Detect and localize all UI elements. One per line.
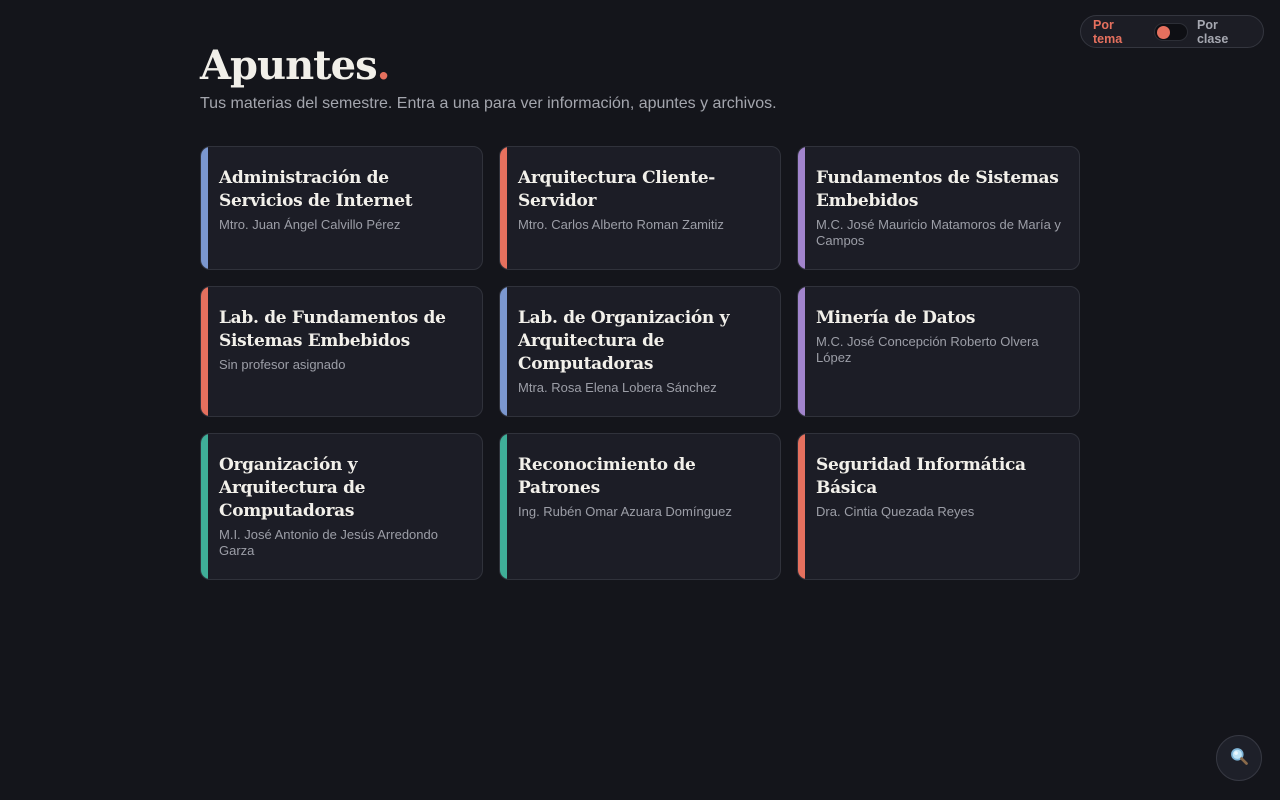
subject-card[interactable] [797,433,1080,580]
subject-teacher: Sin profesor asignado [219,357,346,372]
subject-card[interactable] [200,286,483,417]
card-accent [798,434,805,579]
subject-name: Organización y Arquitectura de Computadoras [219,455,366,521]
toggle-knob [1157,26,1170,39]
toggle-option-by-class[interactable]: Por clase [1196,17,1229,46]
card-accent [500,287,507,416]
subject-teacher: Dra. Cintia Quezada Reyes [816,504,975,519]
subject-card[interactable] [499,146,781,270]
subject-teacher: Mtro. Carlos Alberto Roman Zamitiz [518,217,724,232]
search-button[interactable] [1216,735,1262,781]
subject-card[interactable] [200,146,483,270]
subjects-grid [200,146,1080,580]
card-accent [201,147,208,269]
subject-name: Seguridad Informática Básica [816,455,1026,498]
page-title [200,40,390,92]
view-toggle[interactable] [1080,15,1264,48]
card-accent [201,434,208,579]
subject-name: Administración de Servicios de Internet [219,168,413,211]
card-accent [201,287,208,416]
subject-teacher: Ing. Rubén Omar Azuara Domínguez [518,504,732,519]
toggle-option-by-topic[interactable]: Por tema [1093,17,1123,46]
subject-card[interactable] [200,433,483,580]
toggle-switch[interactable] [1154,23,1188,41]
subject-name: Lab. de Organización y Arquitectura de Computadoras [518,308,730,374]
page-title-dot: . [376,42,390,89]
subject-name: Minería de Datos [816,308,976,328]
subject-teacher: Mtra. Rosa Elena Lobera Sánchez [518,380,717,395]
subject-name: Arquitectura Cliente-Servidor [518,168,716,211]
subject-card[interactable] [499,433,781,580]
subject-card[interactable] [797,286,1080,417]
card-accent [798,147,805,269]
search-icon [1229,746,1249,771]
subject-name: Reconocimiento de Patrones [518,455,696,498]
page-subtitle: Tus materias del semestre. Entra a una para ver información, apuntes y archivos. [200,95,777,112]
subject-card[interactable] [499,286,781,417]
subject-teacher: M.C. José Mauricio Matamoros de María y Campos [816,217,1061,248]
card-accent [500,434,507,579]
subject-name: Fundamentos de Sistemas Embebidos [816,168,1059,211]
subject-name: Lab. de Fundamentos de Sistemas Embebidos [219,308,446,351]
subject-teacher: Mtro. Juan Ángel Calvillo Pérez [219,217,401,232]
subject-teacher: M.I. José Antonio de Jesús Arredondo Garza [219,527,438,558]
subject-card[interactable] [797,146,1080,270]
page-title-text: Apuntes [200,42,377,89]
card-accent [798,287,805,416]
card-accent [500,147,507,269]
subject-teacher: M.C. José Concepción Roberto Olvera López [816,334,1039,365]
